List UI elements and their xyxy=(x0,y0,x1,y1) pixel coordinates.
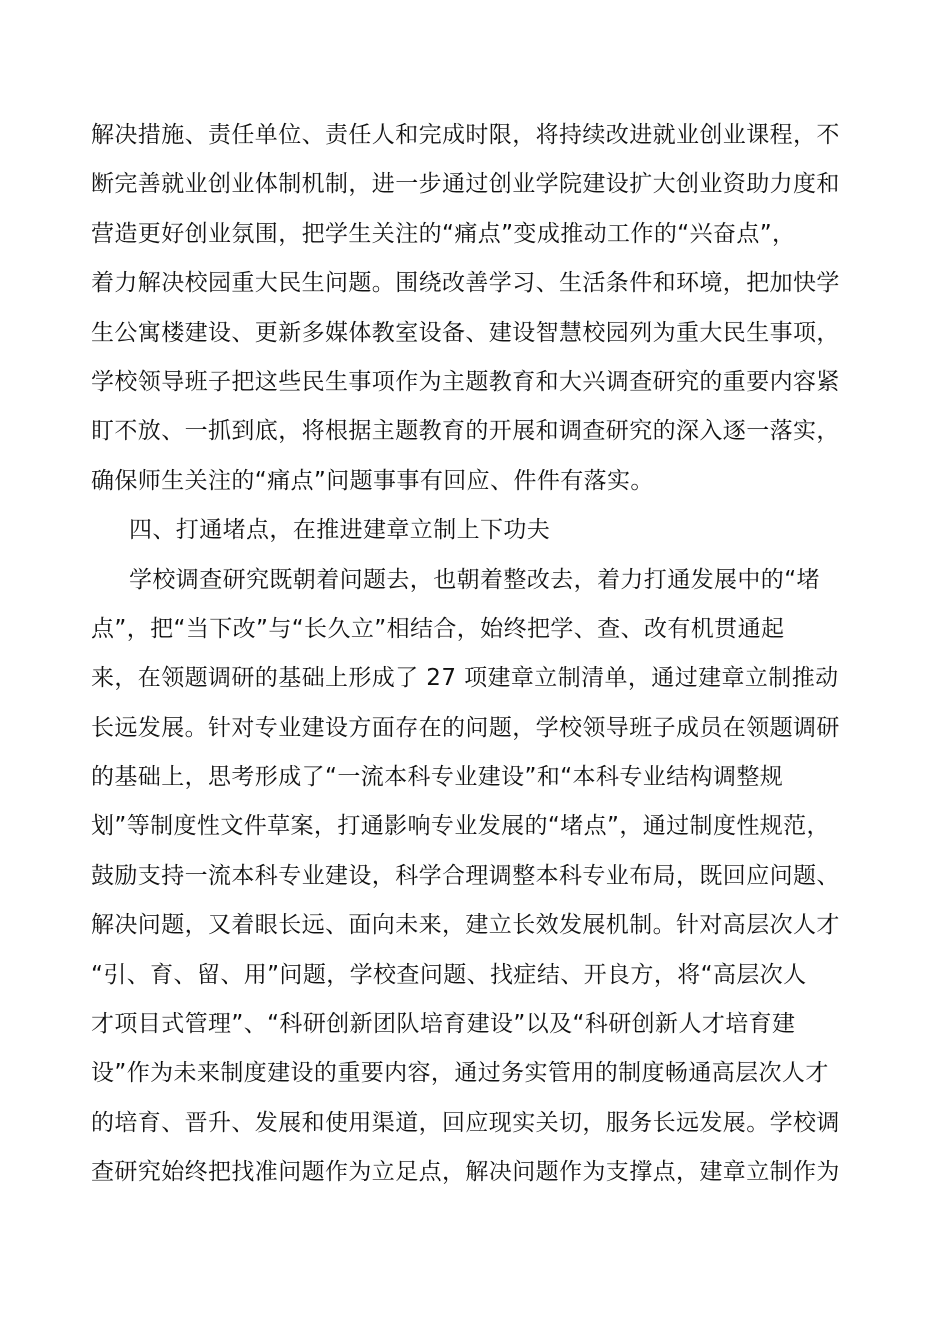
body-text xyxy=(91,111,866,1198)
text-line: 长远发展。针对专业建设方面存在的问题，学校领导班子成员在领题调研 xyxy=(91,714,840,741)
text-line: 断完善就业创业体制机制，进一步通过创业学院建设扩大创业资助力度和 xyxy=(91,171,840,198)
text-line: 确保师生关注的“痛点”问题事事有回应、件件有落实。 xyxy=(91,467,654,494)
text-line: 的培育、晋升、发展和使用渠道，回应现实关切，服务长远发展。学校调 xyxy=(91,1109,840,1136)
text-line: 划”等制度性文件草案，打通影响专业发展的“堵点”，通过制度性规范， xyxy=(91,813,830,840)
text-line: 鼓励支持一流本科专业建设，科学合理调整本科专业布局，既回应问题、 xyxy=(91,862,840,889)
text-line: 解决措施、责任单位、责任人和完成时限，将持续改进就业创业课程，不 xyxy=(91,122,840,148)
text-line: 查研究始终把找准问题作为立足点，解决问题作为支撑点，建章立制作为 xyxy=(91,1159,840,1186)
text-line: 营造更好创业氛围，把学生关注的“痛点”变成推动工作的“兴奋点”， xyxy=(91,220,796,247)
paragraph-first-line: 学校调查研究既朝着问题去，也朝着整改去，着力打通发展中的“堵 xyxy=(129,566,820,593)
section-heading: 四、打通堵点，在推进建章立制上下功夫 xyxy=(129,517,551,544)
text-line: 学校领导班子把这些民生事项作为主题教育和大兴调查研究的重要内容紧 xyxy=(91,368,840,395)
text-line: “引、育、留、用”问题，学校查问题、找症结、开良方，将“高层次人 xyxy=(91,961,807,988)
text-line: 设”作为未来制度建设的重要内容，通过务实管用的制度畅通高层次人才 xyxy=(91,1060,829,1087)
text-line: 的基础上，思考形成了“一流本科专业建设”和“本科专业结构调整规 xyxy=(91,764,784,791)
text-line: 点”，把“当下改”与“长久立”相结合，始终把学、查、改有机贯通起 xyxy=(91,615,785,642)
text-line: 解决问题，又着眼长远、面向未来，建立长效发展机制。针对高层次人才 xyxy=(91,912,840,939)
text-line: 着力解决校园重大民生问题。围绕改善学习、生活条件和环境，把加快学 xyxy=(91,270,840,297)
text-line: 盯不放、一抓到底，将根据主题教育的开展和调查研究的深入逐一落实， xyxy=(91,418,840,445)
text-line: 才项目式管理”、“科研创新团队培育建设”以及“科研创新人才培育建 xyxy=(91,1011,796,1038)
text-line: 来，在领题调研的基础上形成了 27 项建章立制清单，通过建章立制推动 xyxy=(91,665,839,692)
text-line: 生公寓楼建设、更新多媒体教室设备、建设智慧校园列为重大民生事项， xyxy=(91,319,840,346)
